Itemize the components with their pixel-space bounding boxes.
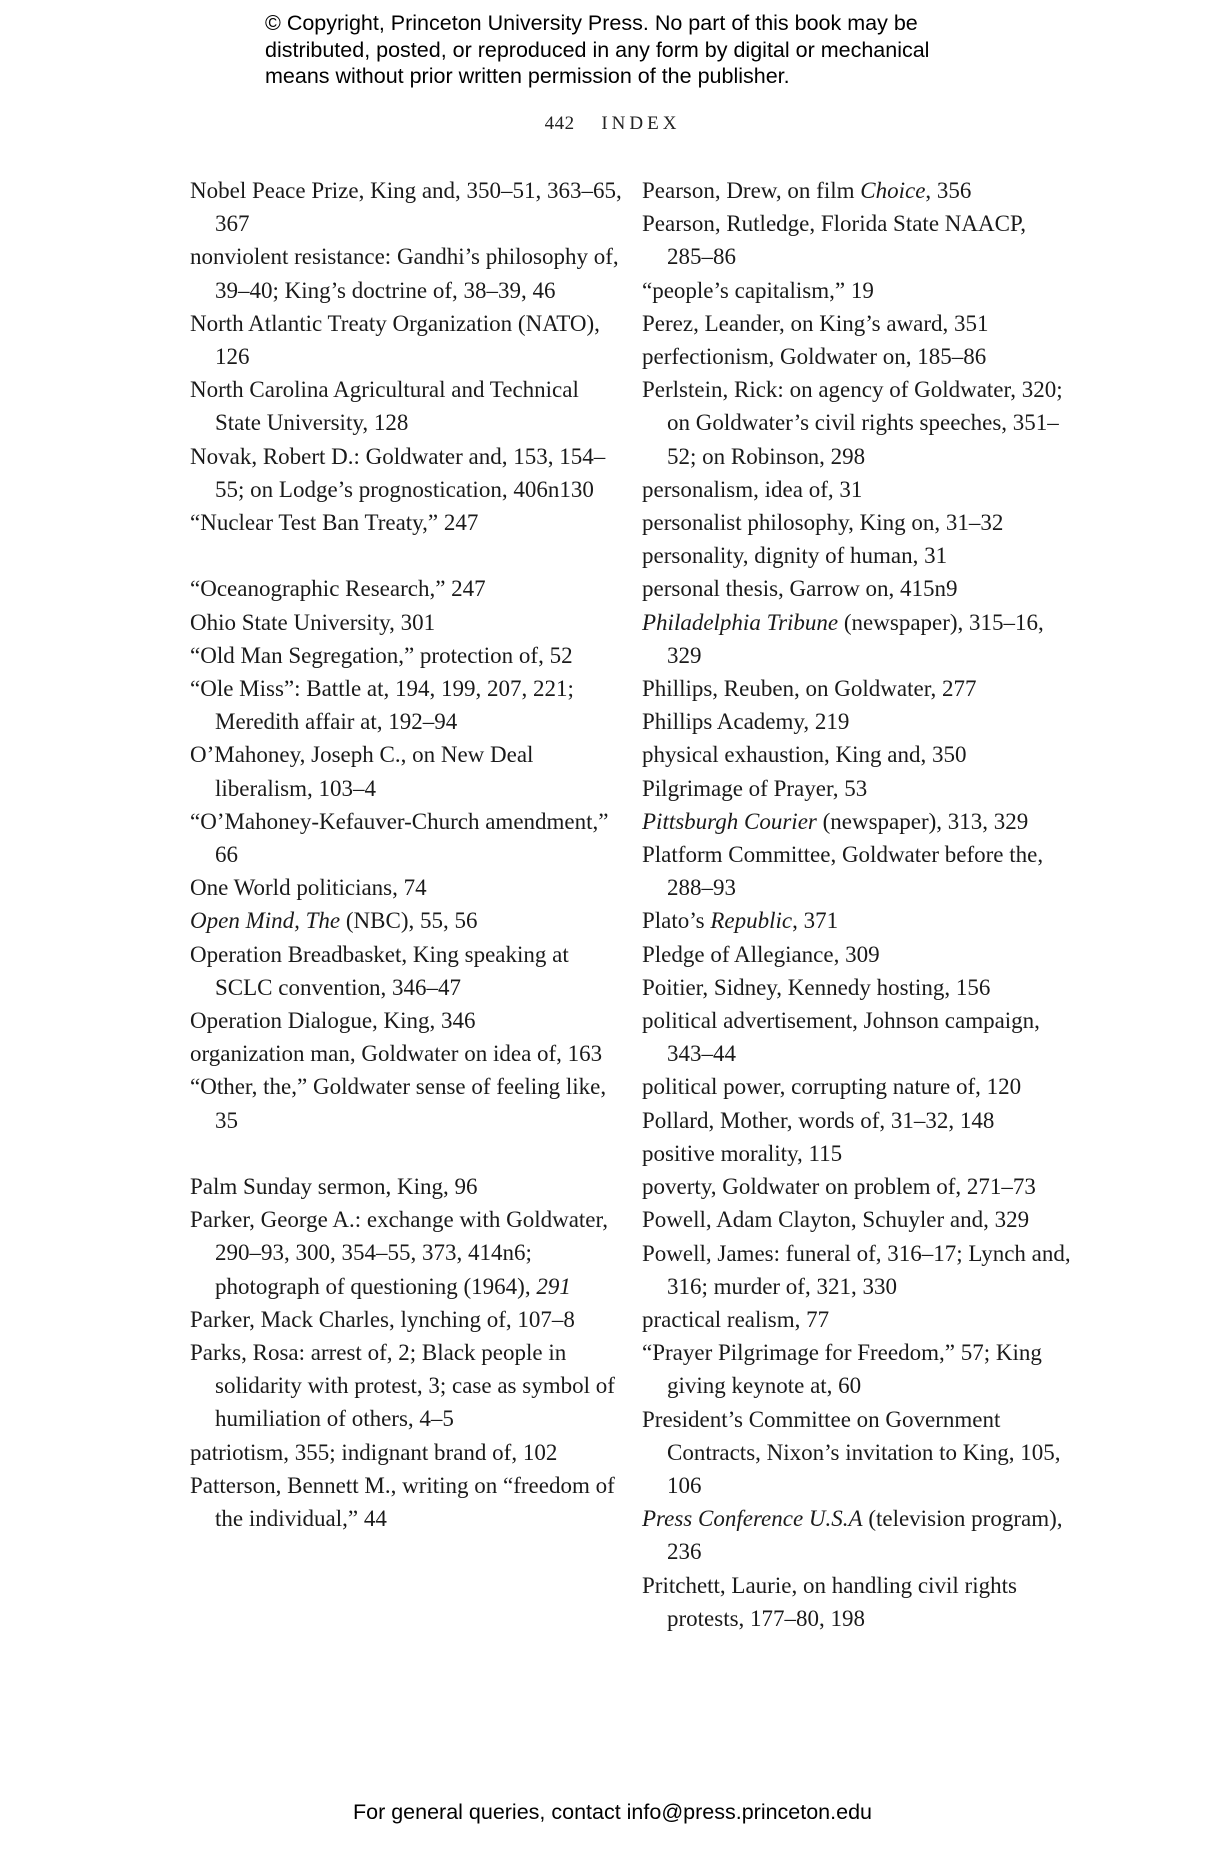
- index-entry: [642, 1070, 1072, 1103]
- entry-text: “people’s capitalism,” 19: [642, 277, 874, 303]
- entry-text: positive morality, 115: [642, 1140, 843, 1166]
- entry-text: , 371: [792, 908, 839, 934]
- entry-text: Pearson, Rutledge, Florida State NAACP, 285–86: [642, 211, 1026, 270]
- index-entry: [642, 572, 1072, 605]
- index-entry: [642, 340, 1072, 373]
- entry-text: Poitier, Sidney, Kennedy hosting, 156: [642, 974, 991, 1000]
- index-entry: [642, 805, 1072, 838]
- index-entry: [642, 1004, 1072, 1070]
- index-entry: [642, 904, 1072, 937]
- index-entry: [190, 373, 630, 439]
- index-entry: [190, 606, 630, 639]
- index-entry: [190, 440, 630, 506]
- entry-text: nonviolent resistance: Gandhi’s philosophy of, 39–40; King’s doctrine of, 38–39, 46: [190, 244, 619, 303]
- entry-text: O’Mahoney, Joseph C., on New Deal liberalism, 103–4: [190, 742, 534, 801]
- index-entry: [190, 1070, 630, 1136]
- entry-text: Phillips Academy, 219: [642, 709, 850, 735]
- copyright-notice: [265, 10, 1025, 90]
- index-entry: [642, 506, 1072, 539]
- index-entry: [642, 606, 1072, 672]
- index-entry: [642, 1137, 1072, 1170]
- entry-text: personal thesis, Garrow on, 415n9: [642, 576, 958, 602]
- index-entry: [190, 938, 630, 1004]
- index-entry: [190, 1303, 630, 1336]
- entry-text: Parker, Mack Charles, lynching of, 107–8: [190, 1306, 575, 1332]
- entry-text: President’s Committee on Government Contracts, Nixon’s invitation to King, 105, 106: [642, 1406, 1061, 1498]
- entry-text: , 356: [925, 178, 972, 203]
- index-entry: [642, 539, 1072, 572]
- entry-text: Parks, Rosa: arrest of, 2; Black people in solidarity with protest, 3; case as symbol of humiliation of others, 4–5: [190, 1340, 615, 1432]
- index-entry: [642, 207, 1072, 273]
- copyright-line-1: © Copyright, Princeton University Press. No part of this book may be: [265, 11, 918, 35]
- index-entry: [190, 871, 630, 904]
- entry-text: personalist philosophy, King on, 31–32: [642, 510, 1004, 536]
- entry-text: Powell, Adam Clayton, Schuyler and, 329: [642, 1207, 1030, 1233]
- index-entry: [190, 1436, 630, 1469]
- index-entry: [642, 738, 1072, 771]
- entry-text: Platform Committee, Goldwater before the, 288–93: [642, 842, 1044, 901]
- index-entry: [642, 307, 1072, 340]
- index-entry: [190, 1037, 630, 1070]
- entry-text: North Carolina Agricultural and Technical State University, 128: [190, 377, 579, 436]
- entry-text: political advertisement, Johnson campaign, 343–44: [642, 1008, 1040, 1067]
- entry-text: “Old Man Segregation,” protection of, 52: [190, 642, 573, 668]
- index-entry: [642, 1237, 1072, 1303]
- entry-text: Palm Sunday sermon, King, 96: [190, 1174, 478, 1200]
- entry-text: Powell, James: funeral of, 316–17; Lynch and, 316; murder of, 321, 330: [642, 1240, 1071, 1299]
- index-entry: [642, 373, 1072, 473]
- index-column-left: [190, 174, 630, 1535]
- entry-title-italic: Philadelphia Tribune: [642, 609, 839, 635]
- entry-text: Pollard, Mother, words of, 31–32, 148: [642, 1107, 995, 1133]
- entry-text: patriotism, 355; indignant brand of, 102: [190, 1439, 558, 1465]
- entry-text: “Prayer Pilgrimage for Freedom,” 57; King giving keynote at, 60: [642, 1340, 1042, 1399]
- index-entry: [190, 1203, 630, 1303]
- index-entry: [642, 1203, 1072, 1236]
- index-entry: [190, 1004, 630, 1037]
- page-number: 442: [544, 113, 575, 134]
- entry-text: Pritchett, Laurie, on handling civil rights protests, 177–80, 198: [642, 1572, 1017, 1631]
- contact-footer: For general queries, contact info@press.princeton.edu: [352, 1800, 872, 1824]
- entry-title-italic: Choice: [860, 178, 926, 203]
- entry-title-italic: 291: [536, 1273, 571, 1299]
- entry-text: Phillips, Reuben, on Goldwater, 277: [642, 676, 977, 702]
- index-entry: [190, 240, 630, 306]
- entry-text: (newspaper), 313, 329: [816, 808, 1029, 834]
- entry-title-italic: Open Mind, The: [190, 908, 341, 934]
- entry-text: practical realism, 77: [642, 1306, 830, 1332]
- index-entry: [642, 705, 1072, 738]
- entry-text: political power, corrupting nature of, 120: [642, 1074, 1022, 1100]
- entry-text: “Other, the,” Goldwater sense of feeling like, 35: [190, 1074, 607, 1133]
- copyright-line-3: means without prior written permission of the publisher.: [265, 64, 790, 88]
- index-entry: [190, 1336, 630, 1436]
- entry-text: Ohio State University, 301: [190, 609, 436, 635]
- entry-text: (NBC), 55, 56: [340, 908, 478, 934]
- entry-text: “Nuclear Test Ban Treaty,” 247: [190, 510, 479, 536]
- entry-text: poverty, Goldwater on problem of, 271–73: [642, 1174, 1036, 1200]
- index-entry: [642, 672, 1072, 705]
- index-entry: [190, 307, 630, 373]
- entry-text: Pearson, Drew, on film: [642, 178, 861, 203]
- entry-text: North Atlantic Treaty Organization (NATO), 126: [190, 310, 600, 370]
- entry-text: One World politicians, 74: [190, 875, 427, 901]
- copyright-line-2: distributed, posted, or reproduced in any form by digital or mechanical: [265, 37, 930, 62]
- entry-text: Novak, Robert D.: Goldwater and, 153, 154–55; on Lodge’s prognostication, 406n130: [190, 443, 606, 502]
- index-entry: [642, 1569, 1072, 1635]
- index-entry: [642, 1336, 1072, 1402]
- entry-text: physical exhaustion, King and, 350: [642, 742, 967, 768]
- index-entry: [642, 1170, 1072, 1203]
- entry-text: Pilgrimage of Prayer, 53: [642, 775, 868, 801]
- entry-text: Parker, George A.: exchange with Goldwater, 290–93, 300, 354–55, 373, 414n6; photograph of questioning (1964),: [190, 1207, 608, 1299]
- running-header: [0, 113, 1225, 135]
- index-entry: [190, 174, 630, 240]
- index-entry: [190, 1469, 630, 1535]
- entry-title-italic: Press Conference U.S.A: [642, 1506, 863, 1532]
- index-entry: [190, 738, 630, 804]
- entry-text: “O’Mahoney-Kefauver-Church amendment,” 66: [190, 808, 609, 868]
- entry-text: Perlstein, Rick: on agency of Goldwater, 320; on Goldwater’s civil rights speeches, 351–52; on Robinson, 298: [642, 377, 1063, 469]
- entry-text: “Ole Miss”: Battle at, 194, 199, 207, 221; Meredith affair at, 192–94: [190, 676, 574, 735]
- index-entry: [642, 971, 1072, 1004]
- index-entry: [190, 1170, 630, 1203]
- index-entry: [642, 772, 1072, 805]
- entry-text: Patterson, Bennett M., writing on “freedom of the individual,” 44: [190, 1472, 615, 1532]
- index-entry: [642, 838, 1072, 904]
- entry-text: “Oceanographic Research,” 247: [190, 576, 486, 602]
- entry-text: organization man, Goldwater on idea of, 163: [190, 1041, 603, 1067]
- index-entry: [190, 904, 630, 937]
- index-entry: [642, 1104, 1072, 1137]
- letter-group-spacer: [190, 539, 630, 572]
- entry-text: (newspaper), 315–16, 329: [667, 609, 1044, 668]
- index-entry: [190, 639, 630, 672]
- entry-text: Pledge of Allegiance, 309: [642, 941, 880, 967]
- letter-group-spacer: [190, 1137, 630, 1170]
- entry-title-italic: Pittsburgh Courier: [642, 808, 817, 834]
- index-entry: [642, 473, 1072, 506]
- entry-text: personalism, idea of, 31: [642, 476, 863, 502]
- index-entry: [190, 506, 630, 539]
- index-entry: [642, 1403, 1072, 1503]
- entry-text: (television program), 236: [667, 1506, 1063, 1565]
- entry-text: Operation Dialogue, King, 346: [190, 1008, 476, 1034]
- index-entry: [190, 805, 630, 871]
- index-entry: [642, 274, 1072, 307]
- entry-text: Operation Breadbasket, King speaking at SCLC convention, 346–47: [190, 941, 569, 1000]
- index-entry: [642, 1502, 1072, 1568]
- entry-text: Nobel Peace Prize, King and, 350–51, 363–65, 367: [190, 178, 622, 237]
- entry-text: personality, dignity of human, 31: [642, 543, 948, 569]
- index-entry: [190, 672, 630, 738]
- index-entry: [642, 938, 1072, 971]
- index-entry: [190, 572, 630, 605]
- entry-text: perfectionism, Goldwater on, 185–86: [642, 344, 987, 370]
- index-entry: [642, 1303, 1072, 1336]
- section-title: INDEX: [601, 113, 681, 134]
- entry-text: Plato’s: [642, 908, 711, 934]
- entry-text: Perez, Leander, on King’s award, 351: [642, 310, 989, 336]
- entry-title-italic: Republic: [710, 908, 793, 934]
- index-column-right: [642, 174, 1072, 1635]
- index-entry: [642, 174, 1072, 207]
